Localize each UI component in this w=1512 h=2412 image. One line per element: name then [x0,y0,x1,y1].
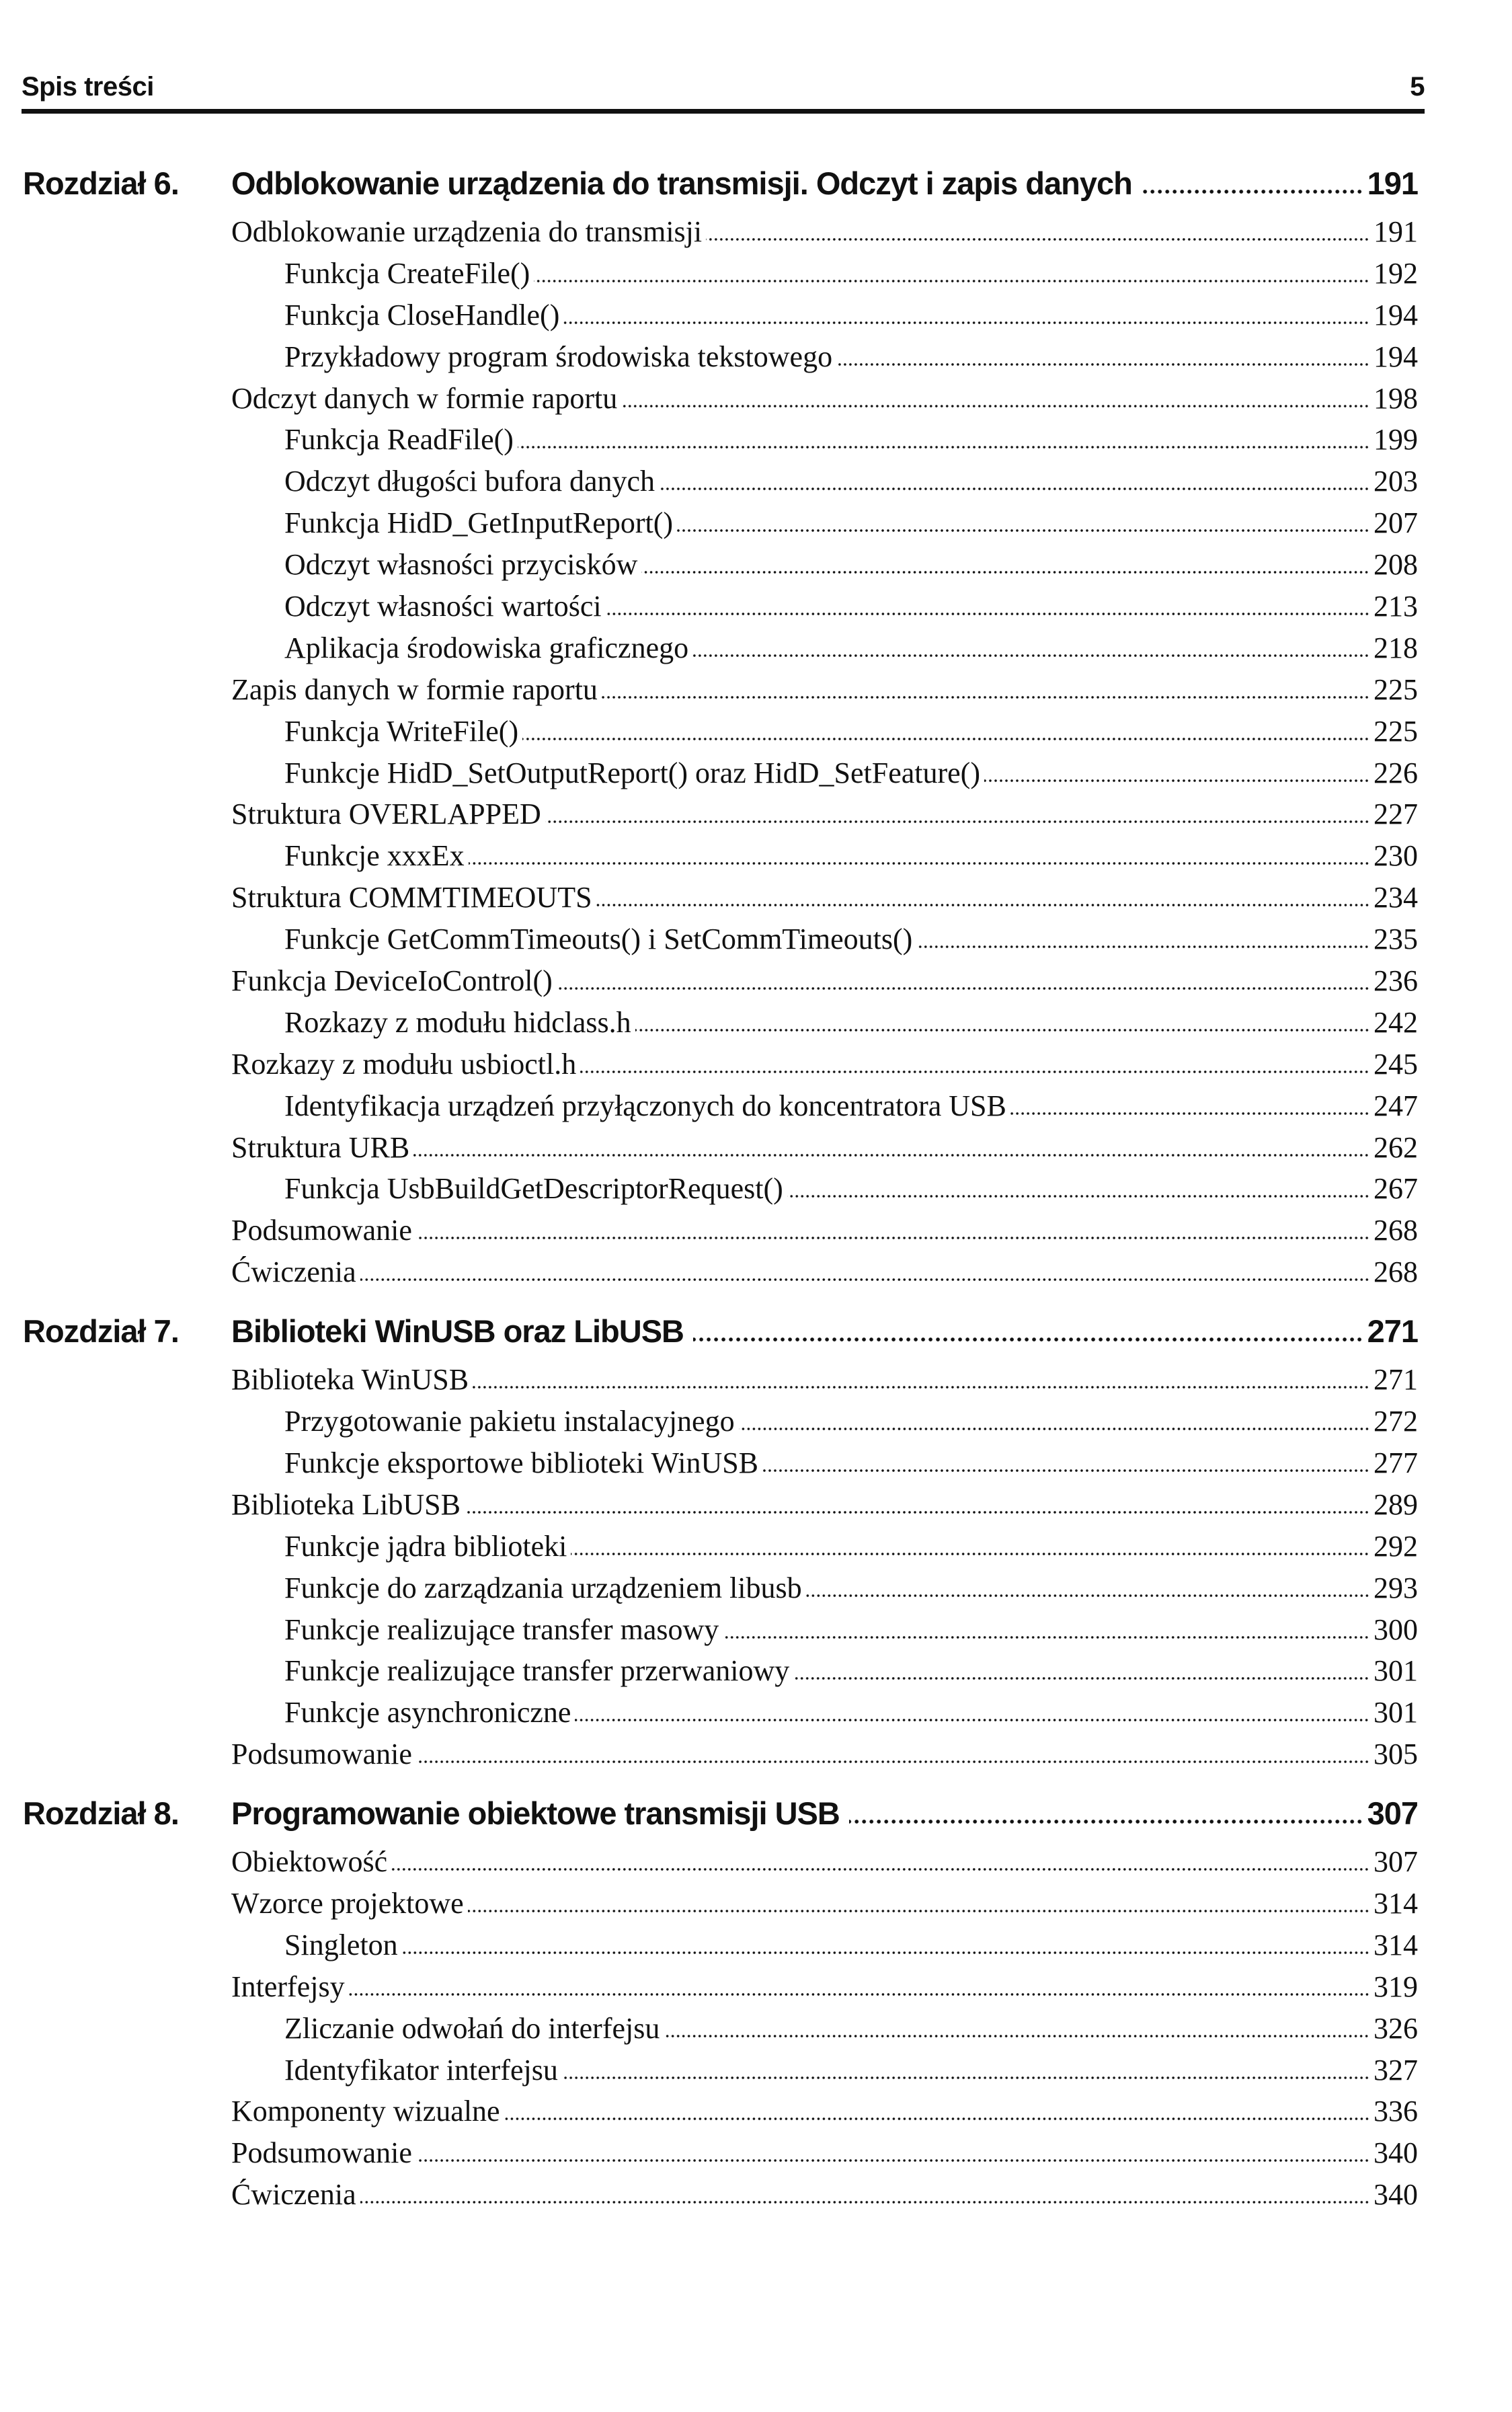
entry-page: 199 [1374,423,1418,457]
toc-entry [0,631,1512,672]
entry-title: Struktura URB [231,1130,410,1164]
entry-title: Struktura COMMTIMEOUTS [231,881,592,915]
toc-entry [0,1737,1512,1779]
dot-leader [416,1760,1369,1764]
entry-page: 207 [1374,506,1418,540]
entry-title: Ćwiczenia [231,2178,356,2212]
entry-title: Funkcje GetCommTimeouts() i SetCommTimeouts() [284,923,913,956]
dot-leader [849,1819,1363,1824]
toc-entry [0,1404,1512,1446]
entry-page: 234 [1374,881,1418,915]
entry-page: 218 [1374,631,1418,664]
dot-leader [402,1951,1369,1955]
entry-page: 293 [1374,1571,1418,1604]
entry-title: Aplikacja środowiska graficznego [284,631,689,664]
entry-title: Odczyt własności wartości [284,590,602,623]
entry-title: Podsumowanie [231,1214,412,1247]
toc-entry [0,672,1512,714]
toc-entry [0,2177,1512,2219]
entry-title: Singleton [284,1928,398,1961]
toc-entry [0,256,1512,298]
entry-title: Funkcje HidD_SetOutputReport() oraz HidD_SetFeature() [284,756,980,789]
toc-entry [0,1695,1512,1737]
entry-page: 314 [1374,1928,1418,1961]
chapter-title: Biblioteki WinUSB oraz LibUSB [231,1313,684,1350]
dot-leader [1010,1112,1369,1116]
entry-title: Struktura OVERLAPPED [231,797,541,831]
entry-title: Biblioteka WinUSB [231,1363,469,1397]
toc-entry [0,2011,1512,2053]
entry-page: 262 [1374,1130,1418,1164]
dot-leader [473,1385,1369,1389]
chapter-heading [0,1795,1512,1844]
entry-page: 194 [1374,340,1418,373]
entry-title: Funkcje jądra biblioteki [284,1529,567,1563]
entry-page: 192 [1374,256,1418,290]
toc-entry [0,2094,1512,2136]
dot-leader [468,1909,1369,1913]
entry-page: 307 [1374,1845,1418,1879]
toc-entry [0,1487,1512,1529]
entry-title: Interfejsy [231,1970,345,2003]
dot-leader [677,529,1369,533]
entry-title: Funkcje realizujące transfer przerwaniowy [284,1654,790,1688]
entry-title: Podsumowanie [231,2136,412,2170]
entry-title: Rozkazy z modułu usbioctl.h [231,1047,577,1081]
dot-leader [984,779,1369,783]
toc-entry [0,756,1512,797]
dot-leader [693,1337,1363,1342]
dot-leader [692,654,1369,658]
toc-entry [0,1529,1512,1571]
entry-page: 340 [1374,2178,1418,2212]
dot-leader [596,903,1369,907]
dot-leader [739,1427,1369,1431]
dot-leader [349,1992,1369,1996]
entry-page: 319 [1374,1970,1418,2003]
entry-page: 194 [1374,298,1418,332]
entry-page: 242 [1374,1005,1418,1039]
entry-title: Identyfikacja urządzeń przyłączonych do koncentratora USB [284,1089,1006,1122]
toc-entry [0,589,1512,631]
dot-leader [1142,189,1363,194]
entry-title: Rozkazy z modułu hidclass.h [284,1005,631,1039]
entry-title: Podsumowanie [231,1738,412,1771]
entry-title: Funkcja CloseHandle() [284,298,560,332]
toc-entry [0,340,1512,381]
chapter-page: 307 [1367,1795,1418,1832]
dot-leader [465,1510,1369,1514]
entry-page: 245 [1374,1047,1418,1081]
toc-entry [0,464,1512,506]
entry-page: 225 [1374,714,1418,748]
entry-page: 305 [1374,1738,1418,1771]
entry-page: 213 [1374,590,1418,623]
entry-page: 247 [1374,1089,1418,1122]
entry-page: 272 [1374,1405,1418,1438]
entry-title: Odblokowanie urządzenia do transmisji [231,215,703,248]
toc-entry [0,922,1512,964]
toc-entry [0,880,1512,922]
toc-entry [0,1005,1512,1047]
dot-leader [723,1635,1369,1639]
entry-page: 327 [1374,2053,1418,2087]
toc-entry [0,1844,1512,1886]
entry-page: 301 [1374,1696,1418,1729]
dot-leader [557,986,1369,990]
dot-leader [534,279,1369,283]
toc-entry [0,797,1512,839]
chapter-title: Programowanie obiektowe transmisji USB [231,1795,840,1832]
entry-page: 236 [1374,964,1418,998]
toc-entry [0,2053,1512,2095]
entry-title: Funkcja CreateFile() [284,256,530,290]
entry-title: Funkcje realizujące transfer masowy [284,1612,719,1646]
chapter-page: 191 [1367,165,1418,201]
entry-title: Wzorce projektowe [231,1886,464,1920]
dot-leader [518,445,1369,449]
toc-entry [0,506,1512,547]
dot-leader [413,1153,1369,1157]
toc-entry [0,547,1512,589]
entry-page: 336 [1374,2095,1418,2128]
dot-leader [793,1676,1369,1680]
dot-leader [706,237,1369,241]
entry-title: Komponenty wizualne [231,2095,500,2128]
toc-entry [0,1362,1512,1404]
dot-leader [659,487,1369,491]
toc-entry [0,298,1512,340]
toc-entry [0,1571,1512,1612]
dot-leader [391,1867,1369,1871]
toc-entry [0,1446,1512,1487]
entry-page: 340 [1374,2136,1418,2170]
dot-leader [504,2117,1369,2121]
toc-entry [0,422,1512,464]
toc-entry [0,1130,1512,1172]
chapter-heading [0,165,1512,215]
entry-page: 326 [1374,2011,1418,2045]
toc-entry [0,2136,1512,2177]
dot-leader [635,1028,1369,1032]
page-number: 5 [1410,72,1425,102]
toc-entry [0,839,1512,880]
dot-leader [621,404,1369,408]
dot-leader [580,1070,1369,1074]
toc-entry [0,1970,1512,2011]
entry-title: Odczyt danych w formie raportu [231,381,618,415]
entry-page: 225 [1374,672,1418,706]
entry-title: Odczyt własności przycisków [284,548,638,582]
dot-leader [522,737,1369,741]
entry-page: 230 [1374,839,1418,873]
entry-page: 300 [1374,1612,1418,1646]
table-of-contents [0,165,1512,2219]
entry-page: 227 [1374,797,1418,831]
dot-leader [545,820,1369,824]
toc-entry [0,1255,1512,1296]
toc-entry [0,1171,1512,1213]
dot-leader [836,362,1369,366]
dot-leader [664,2034,1369,2038]
entry-title: Biblioteka LibUSB [231,1487,461,1521]
entry-title: Ćwiczenia [231,1255,356,1289]
entry-page: 271 [1374,1363,1418,1397]
toc-entry [0,964,1512,1005]
entry-title: Przygotowanie pakietu instalacyjnego [284,1405,735,1438]
entry-page: 277 [1374,1446,1418,1479]
entry-title: Zliczanie odwołań do interfejsu [284,2011,660,2045]
entry-title: Funkcje asynchroniczne [284,1696,571,1729]
dot-leader [806,1594,1369,1598]
chapter-title: Odblokowanie urządzenia do transmisji. Odczyt i zapis danych [231,165,1132,201]
toc-entry [0,1654,1512,1695]
dot-leader [762,1469,1369,1473]
entry-title: Odczyt długości bufora danych [284,465,655,498]
entry-title: Funkcja UsbBuildGetDescriptorRequest() [284,1172,783,1206]
toc-entry [0,1213,1512,1255]
dot-leader [916,945,1369,949]
entry-page: 208 [1374,548,1418,582]
header-title: Spis treści [22,72,154,102]
entry-page: 203 [1374,465,1418,498]
dot-leader [416,2158,1369,2163]
dot-leader [360,1278,1369,1282]
entry-page: 314 [1374,1886,1418,1920]
entry-page: 198 [1374,381,1418,415]
dot-leader [469,861,1369,865]
dot-leader [563,321,1369,325]
toc-entry [0,1612,1512,1654]
entry-page: 268 [1374,1255,1418,1289]
toc-entry [0,1928,1512,1970]
entry-page: 191 [1374,215,1418,248]
chapter-label: Rozdział 7. [23,1313,179,1350]
entry-page: 292 [1374,1529,1418,1563]
entry-title: Identyfikator interfejsu [284,2053,558,2087]
entry-title: Funkcje do zarządzania urządzeniem libusb [284,1571,802,1604]
dot-leader [575,1718,1369,1722]
chapter-label: Rozdział 6. [23,165,179,201]
entry-title: Funkcja DeviceIoControl() [231,964,553,998]
entry-page: 267 [1374,1172,1418,1206]
entry-title: Obiektowość [231,1845,388,1879]
chapter-page: 271 [1367,1313,1418,1350]
entry-title: Funkcja ReadFile() [284,423,514,457]
entry-title: Zapis danych w formie raportu [231,672,598,706]
dot-leader [416,1236,1369,1240]
entry-page: 289 [1374,1487,1418,1521]
dot-leader [571,1552,1369,1556]
dot-leader [562,2076,1369,2080]
dot-leader [360,2200,1369,2204]
entry-title: Funkcje eksportowe biblioteki WinUSB [284,1446,759,1479]
dot-leader [641,570,1369,574]
toc-entry [0,1089,1512,1130]
entry-title: Przykładowy program środowiska tekstowego [284,340,833,373]
entry-page: 301 [1374,1654,1418,1688]
dot-leader [606,612,1369,616]
dot-leader [787,1194,1369,1198]
page-header [22,54,1425,114]
entry-title: Funkcja HidD_GetInputReport() [284,506,673,540]
entry-title: Funkcje xxxEx [284,839,465,873]
entry-page: 235 [1374,923,1418,956]
toc-entry [0,215,1512,256]
toc-entry [0,381,1512,423]
chapter-heading [0,1313,1512,1362]
toc-entry [0,1886,1512,1928]
entry-page: 226 [1374,756,1418,789]
chapter-label: Rozdział 8. [23,1795,179,1832]
toc-entry [0,714,1512,756]
toc-entry [0,1047,1512,1089]
dot-leader [602,695,1369,699]
entry-page: 268 [1374,1214,1418,1247]
entry-title: Funkcja WriteFile() [284,714,519,748]
